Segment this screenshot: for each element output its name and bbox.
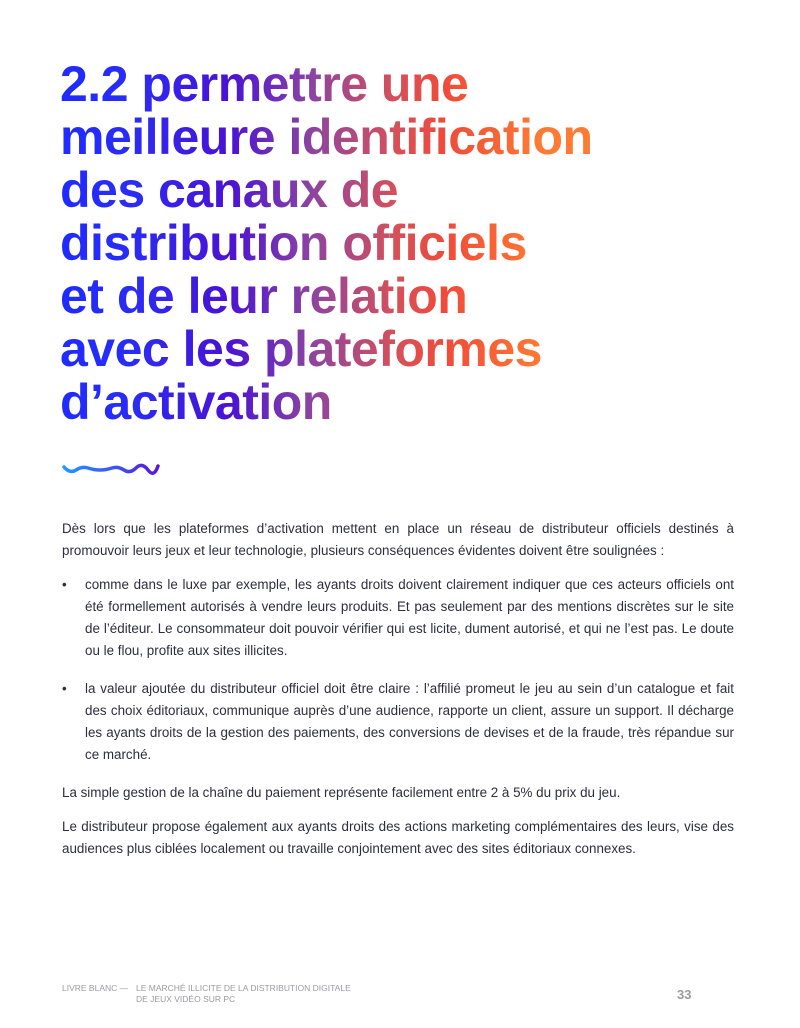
bullet-icon: • [62,577,67,592]
bullet-icon: • [62,681,67,696]
intro-paragraph: Dès lors que les plateformes d’activation mettent en place un réseau de distributeur officiels destinés à promouvoir leurs jeux et leur technologie, plusieurs conséquences évidentes doivent être soulignées : [62,521,734,558]
paragraph: Le distributeur propose également aux ayants droits des actions marketing complémentaires des leurs, vise des audiences plus ciblées localement ou travaille conjointement avec des sites éditoriaux connexes. [62,819,734,856]
heading-line: distribution officiels [60,215,527,271]
heading-line: d’activation [60,374,332,430]
wave-divider-icon [62,462,162,478]
list-item-text: comme dans le luxe par exemple, les ayants droits doivent clairement indiquer que ces acteurs officiels ont été formellement autorisés à vendre leurs produits. Et pas seulement par des mentions discrètes sur le site de l’éditeur. Le consommateur doit pouvoir vérifier qui est licite, dument autorisé, et qui ne l’est pas. Le doute ou le flou, profite aux sites illicites. [85,577,734,658]
paragraph: La simple gestion de la chaîne du paiement représente facilement entre 2 à 5% du prix du jeu. [62,785,621,800]
page-footer [62,983,351,1005]
list-item [62,678,734,766]
footer-title [136,983,351,1005]
heading-line: meilleure identification [60,109,593,165]
list-item [62,574,734,662]
list-item-text: la valeur ajoutée du distributeur officiel doit être claire : l’affilié promeut le jeu au sein d’un catalogue et fait des choix éditoriaux, communique auprès d’une audience, rapporte un client, assure un support. Il décharge les ayants droits de la gestion des paiements, des conversions de devises et de la fraude, très répandue sur ce marché. [85,681,734,762]
footer-label: LIVRE BLANC — [62,983,129,993]
heading-line: et de leur relation [60,268,468,324]
body-text [62,518,734,872]
heading-line: avec les plateformes [60,321,542,377]
page-number: 33 [677,987,692,1002]
section-heading [60,58,660,429]
heading-line: des canaux de [60,162,399,218]
bullet-list [62,574,734,766]
footer-title-line: DE JEUX VIDÉO SUR PC [136,994,236,1004]
heading-line: 2.2 permettre une [60,56,469,112]
footer-title-line: LE MARCHÉ ILLICITE DE LA DISTRIBUTION DIGITALE [136,983,351,993]
